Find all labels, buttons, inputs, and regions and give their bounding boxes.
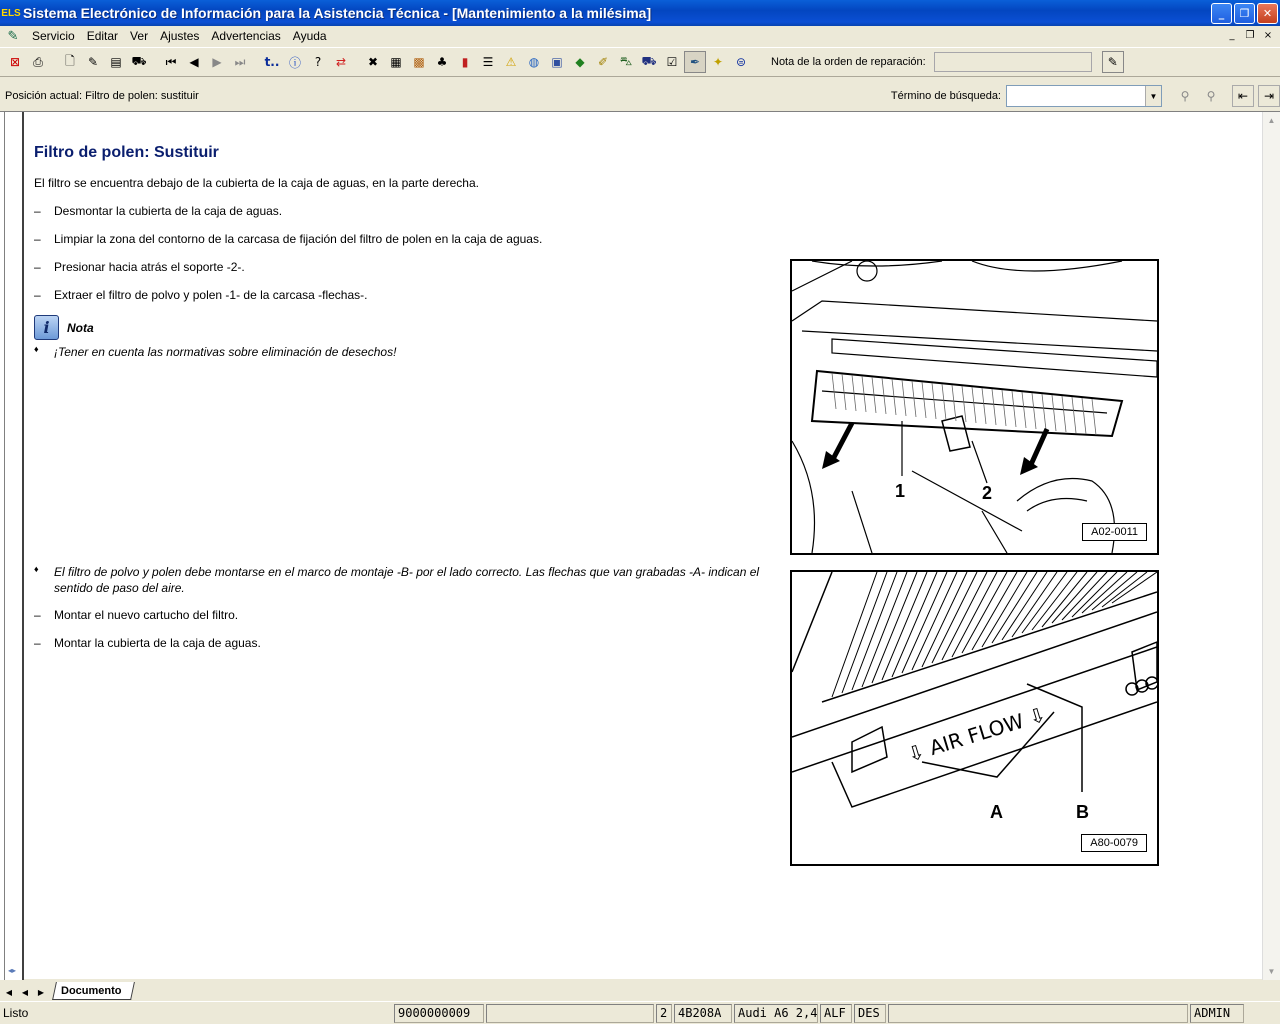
tab-next-icon[interactable]: ▶ (37, 987, 45, 997)
vehicle-icon[interactable]: ⛍ (619, 54, 633, 68)
step-item: – Montar la cubierta de la caja de aguas. (34, 636, 261, 650)
figure1-label-1: 1 (895, 481, 906, 501)
document-frame (0, 111, 1280, 979)
search-forward-icon[interactable]: ⚲ (1206, 89, 1216, 103)
step-item: – Presionar hacia atrás el soporte -2-. (34, 260, 245, 274)
book-icon[interactable]: ▮ (461, 55, 469, 69)
tools-icon[interactable]: ✖ (367, 55, 379, 69)
filter-removal-drawing (792, 261, 1157, 553)
model-code: 4B208A (674, 1004, 732, 1023)
mdi-minimize-button[interactable]: _ (1229, 30, 1235, 41)
tab-first-icon[interactable]: ◀ (5, 987, 13, 997)
position-bar (0, 82, 1280, 110)
exit-icon[interactable]: ⊠ (9, 55, 21, 69)
menu-ver[interactable]: Ver (130, 29, 149, 43)
document-menu-icon[interactable]: ✎ (7, 28, 19, 43)
info-icon[interactable]: ⓘ (288, 55, 301, 70)
repair-order-number: 9000000009 (394, 1004, 484, 1023)
bulb-icon[interactable]: ✦ (712, 55, 724, 69)
note-label: Nota (67, 320, 94, 335)
first-icon[interactable]: ⏮ (165, 54, 177, 69)
search-input[interactable] (1006, 85, 1162, 107)
swap-icon[interactable]: ⇄ (335, 55, 347, 69)
figure-filter-removal[interactable] (790, 259, 1159, 555)
tab-prev-icon[interactable]: ◀ (21, 987, 29, 997)
engine-code: ALF (820, 1004, 852, 1023)
stack-icon[interactable]: ▣ (551, 55, 563, 69)
info-note-icon: i (34, 315, 59, 340)
figure2-label-a: A (990, 802, 1003, 822)
pencil-icon[interactable]: ✐ (597, 55, 609, 69)
repair-order-field[interactable] (934, 52, 1092, 72)
scroll-down-icon[interactable]: ▼ (1267, 967, 1276, 976)
minimize-button[interactable]: _ (1211, 3, 1232, 24)
figure1-code: A02-0011 (1082, 523, 1147, 541)
chevron-down-icon[interactable]: ▼ (1145, 86, 1161, 106)
menu-ajustes[interactable]: Ajustes (160, 29, 200, 43)
language-code: DES (854, 1004, 886, 1023)
calculator-icon[interactable]: ▦ (390, 55, 402, 69)
status-empty (486, 1004, 654, 1023)
tree-icon[interactable]: ♣ (436, 55, 448, 69)
step-item: – Extraer el filtro de polvo y polen -1- de la carcasa -flechas-. (34, 288, 368, 302)
repair-order-button[interactable]: ✎ (1102, 51, 1124, 73)
figure-filter-installation[interactable] (790, 570, 1159, 866)
pane-splitter-icon[interactable]: ◂▸ (7, 966, 17, 975)
last-icon[interactable]: ⏭ (234, 54, 246, 69)
window-title: Sistema Electrónico de Información para la Asistencia Técnica - [Mantenimiento a la milésima] (23, 5, 652, 21)
document-view (24, 112, 1262, 980)
text-icon[interactable]: t.. (264, 55, 280, 69)
truck-icon[interactable]: ⛟ (641, 54, 657, 68)
toolbar (0, 47, 1280, 77)
vehicle-model: Audi A6 2,4 (734, 1004, 818, 1023)
intro-text: El filtro se encuentra debajo de la cubierta de la caja de aguas, en la parte derecha. (34, 176, 479, 190)
menu-ayuda[interactable]: Ayuda (292, 29, 327, 43)
list-icon[interactable]: ☰ (482, 55, 494, 69)
status-spacer (888, 1004, 1188, 1023)
prev-icon[interactable]: ◀ (189, 55, 199, 69)
filter-installation-drawing (792, 572, 1157, 864)
edit-icon[interactable]: ✎ (87, 55, 99, 69)
scroll-up-icon[interactable]: ▲ (1267, 116, 1276, 125)
step-item: – Limpiar la zona del contorno de la carcasa de fijación del filtro de polen en la caja de aguas. (34, 232, 543, 246)
step-item: – Desmontar la cubierta de la caja de aguas. (34, 204, 283, 218)
status-bar (0, 1001, 1280, 1024)
figure1-label-2: 2 (982, 483, 993, 503)
next-icon[interactable]: ▶ (212, 55, 222, 69)
search-back-icon[interactable]: ⚲ (1180, 89, 1190, 103)
mounting-bullet: ♦ El filtro de polvo y polen debe montarse en el marco de montaje -B- por el lado correcto. Las flechas que van grabadas -A- indican el sentido de paso del aire. (34, 564, 760, 595)
maximize-button[interactable]: ❐ (1234, 3, 1255, 24)
figure2-label-b: B (1076, 802, 1089, 822)
menu-editar[interactable]: Editar (86, 29, 119, 43)
tab-documento[interactable]: Documento (52, 982, 134, 1000)
status-text: Listo (3, 1006, 29, 1020)
diamond-icon[interactable]: ◆ (575, 55, 585, 69)
app-icon[interactable]: ELS (1, 7, 21, 19)
title-bar (0, 0, 1280, 26)
grid-icon[interactable]: ▩ (413, 55, 425, 69)
tree-left-icon[interactable]: ⇤ (1232, 85, 1254, 107)
airflow-engraving: ⇩ AIR FLOW ⇩ (904, 701, 1049, 767)
note-heading (34, 315, 94, 340)
note-bullet: ♦ ¡Tener en cuenta las normativas sobre eliminación de desechos! (34, 344, 397, 359)
page-title: Filtro de polen: Sustituir (34, 144, 219, 161)
globe-icon[interactable]: ◍ (528, 55, 540, 69)
status-count: 2 (656, 1004, 672, 1023)
warning-icon[interactable]: ⚠ (505, 55, 517, 69)
close-button[interactable]: ✕ (1257, 3, 1278, 24)
current-position: Posición actual: Filtro de polen: sustituir (5, 90, 199, 102)
step-item: – Montar el nuevo cartucho del filtro. (34, 608, 239, 622)
help-icon[interactable]: ? (314, 55, 322, 69)
mdi-close-button[interactable]: × (1263, 30, 1273, 41)
figure2-code: A80-0079 (1081, 834, 1147, 852)
mdi-restore-button[interactable]: ❐ (1245, 30, 1255, 41)
menu-servicio[interactable]: Servicio (32, 29, 75, 43)
menu-bar (0, 26, 1280, 46)
menu-advertencias[interactable]: Advertencias (211, 29, 281, 43)
checklist-icon[interactable]: ☑ (666, 55, 678, 69)
search-label: Término de búsqueda: (890, 90, 1001, 102)
wrench-icon[interactable]: ✒ (684, 51, 706, 73)
vertical-scrollbar[interactable] (1262, 112, 1280, 980)
sphere-icon[interactable]: ⊜ (735, 55, 747, 69)
repair-order-label: Nota de la orden de reparación: (771, 56, 926, 68)
notepad-icon[interactable]: ▤ (110, 55, 122, 69)
car-icon[interactable]: ⛟ (131, 54, 147, 68)
new-icon[interactable]: 🗋 (65, 53, 75, 68)
print-icon[interactable]: ⎙ (33, 54, 43, 69)
tab-bar (0, 980, 1280, 1000)
user-name: ADMIN (1190, 1004, 1244, 1023)
navigation-pane[interactable] (0, 112, 24, 980)
tree-right-icon[interactable]: ⇥ (1258, 85, 1280, 107)
